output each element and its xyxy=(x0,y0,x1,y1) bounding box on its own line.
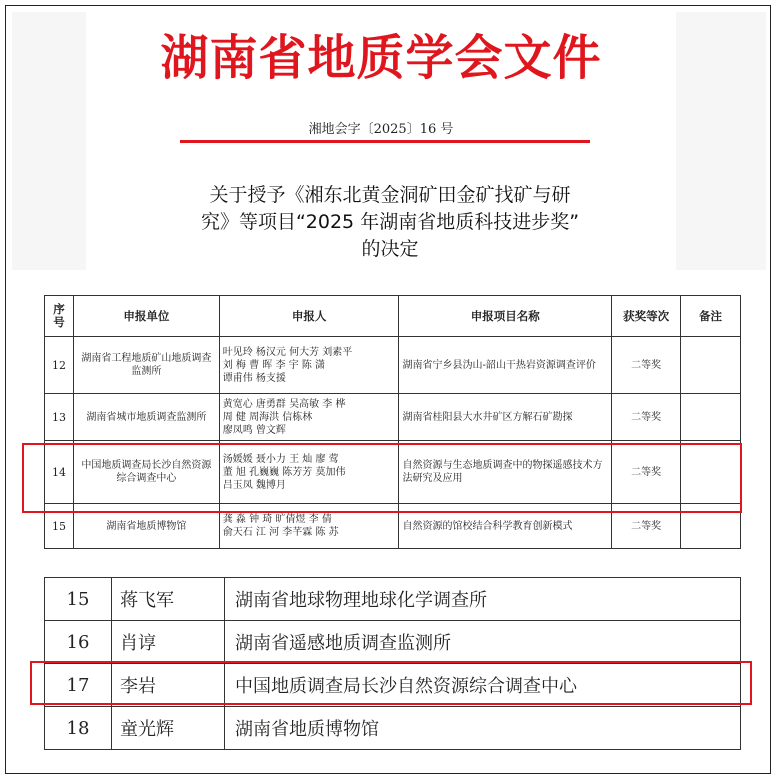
table-row xyxy=(45,394,741,441)
highlight-box-row-14 xyxy=(22,443,742,513)
header-project: 申报项目名称 xyxy=(399,296,612,337)
table-row xyxy=(45,707,741,750)
row-name: 蒋飞军 xyxy=(112,578,225,621)
page-margin-right xyxy=(676,12,766,270)
row-no: 16 xyxy=(45,621,112,664)
subject-line: 关于授予《湘东北黄金洞矿田金矿找矿与研 xyxy=(209,184,571,206)
people-line: 廖凤鸣 曾文辉 xyxy=(222,424,286,436)
row-unit: 中国地质调查局长沙自然资源综合调查中心 xyxy=(73,441,219,504)
people-line: 汤媛媛 聂小力 王 灿 廖 莺 xyxy=(222,453,339,465)
page-margin-left xyxy=(12,12,86,270)
row-level: 二等奖 xyxy=(612,441,681,504)
row-project: 湖南省桂阳县大水井矿区方解石矿勘探 xyxy=(399,394,612,441)
header-note: 备注 xyxy=(681,296,741,337)
row-unit: 湖南省地质博物馆 xyxy=(73,504,219,549)
table-row xyxy=(45,337,741,394)
row-note xyxy=(681,394,741,441)
people-line: 吕玉凤 魏博月 xyxy=(222,479,286,491)
red-divider xyxy=(180,140,590,143)
row-name: 肖谆 xyxy=(112,621,225,664)
row-unit: 湖南省地质博物馆 xyxy=(225,707,741,750)
people-line: 黄宽心 唐勇群 吴高敏 李 桦 xyxy=(222,398,346,410)
people-line: 叶见玲 杨汉元 何大芳 刘素平 xyxy=(222,346,353,358)
document-subject xyxy=(170,182,610,263)
document-number: 湘地会字〔2025〕16 号 xyxy=(308,122,454,137)
people-line: 董 旭 孔巍巍 陈芳芳 莫加伟 xyxy=(222,466,346,478)
row-name: 李岩 xyxy=(112,664,225,707)
row-project: 自然资源与生态地质调查中的物探遥感技术方法研究及应用 xyxy=(399,441,612,504)
header-people: 申报人 xyxy=(219,296,399,337)
people-line: 周 健 周海洪 信栋林 xyxy=(222,411,313,423)
header-level: 获奖等次 xyxy=(612,296,681,337)
row-project: 湖南省宁乡县沩山-韶山干热岩资源调查评价 xyxy=(399,337,612,394)
row-no: 15 xyxy=(45,578,112,621)
row-people xyxy=(219,394,399,441)
row-unit: 湖南省工程地质矿山地质调查监测所 xyxy=(73,337,219,394)
row-no: 17 xyxy=(45,664,112,707)
header-no: 序 号 xyxy=(45,296,74,337)
row-unit: 湖南省遥感地质调查监测所 xyxy=(225,621,741,664)
row-project: 自然资源的馆校结合科学教育创新模式 xyxy=(399,504,612,549)
subject-line: 的决定 xyxy=(361,238,419,260)
people-line: 俞天石 江 河 李芊霖 陈 苏 xyxy=(222,527,339,538)
row-no: 13 xyxy=(45,394,74,441)
row-people xyxy=(219,337,399,394)
row-no: 14 xyxy=(45,441,74,504)
people-line: 龚 淼 钟 琦 旷倩煜 李 倩 xyxy=(222,514,332,525)
row-level: 二等奖 xyxy=(612,504,681,549)
people-line: 刘 梅 曹 晖 李 宇 陈 潇 xyxy=(222,359,326,371)
table-header-row xyxy=(45,296,741,337)
header-unit: 申报单位 xyxy=(73,296,219,337)
row-name: 童光辉 xyxy=(112,707,225,750)
highlight-box-row-17 xyxy=(30,661,752,705)
row-note xyxy=(681,337,741,394)
row-no: 15 xyxy=(45,504,74,549)
document-title: 湖南省地质学会文件 xyxy=(160,30,602,86)
row-no: 18 xyxy=(45,707,112,750)
subject-line: 究》等项目“2025 年湖南省地质科技进步奖” xyxy=(200,211,580,233)
row-unit: 湖南省城市地质调查监测所 xyxy=(73,394,219,441)
row-unit: 湖南省地球物理地球化学调查所 xyxy=(225,578,741,621)
table-row xyxy=(45,578,741,621)
row-no: 12 xyxy=(45,337,74,394)
people-line: 谭甫伟 杨支援 xyxy=(222,372,286,384)
row-level: 二等奖 xyxy=(612,394,681,441)
row-level: 二等奖 xyxy=(612,337,681,394)
table-row xyxy=(45,621,741,664)
row-unit: 中国地质调查局长沙自然资源综合调查中心 xyxy=(225,664,741,707)
